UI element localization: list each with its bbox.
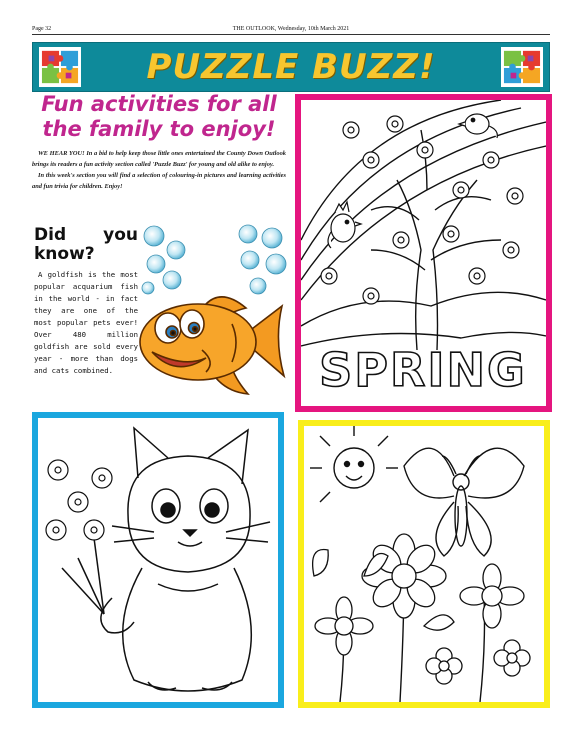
- puzzle-buzz-banner: [32, 42, 550, 92]
- intro-paragraph: In this week's section you will find a selection of colouring-in pictures and learning activities and fun trivia for children. Enjoy!: [32, 172, 286, 190]
- header-rule: [32, 34, 550, 35]
- heading-line: the family to enjoy!: [42, 117, 276, 141]
- puzzle-pieces-icon: [39, 47, 81, 87]
- intro-text: [32, 148, 286, 192]
- heading-word: know?: [34, 244, 95, 264]
- heading-word: you: [103, 225, 138, 245]
- kitten-drawing: [38, 418, 278, 702]
- heading-word: Did: [34, 225, 67, 245]
- goldfish-fact: [34, 269, 138, 377]
- section-heading: [32, 92, 286, 142]
- flowers-butterfly-colouring-page: [298, 420, 550, 708]
- spring-caption: SPRING: [319, 343, 527, 397]
- goldfish-illustration: [136, 288, 288, 398]
- intro-paragraph: WE HEAR YOU! In a bid to help keep those little ones entertained the County Down Outlook brings its readers a fun activity section called 'Puzzle Buzz' for young and old alike to enjoy.: [32, 150, 286, 168]
- flowers-butterfly-drawing: [304, 426, 544, 702]
- heading-line: Fun activities for all: [41, 92, 277, 116]
- page-number: Page 32: [32, 26, 52, 32]
- puzzle-pieces-icon: [501, 47, 543, 87]
- publication-line: THE OUTLOOK, Wednesday, 10th March 2021: [232, 26, 350, 32]
- fact-text: A goldfish is the most popular acquarium fish in the world - in fact they are one of the most popular pets ever! Over 480 million goldfish are sold every year - more than dogs and cats combined.: [34, 270, 138, 375]
- kitten-colouring-page: [32, 412, 284, 708]
- banner-title: PUZZLE BUZZ!: [146, 47, 436, 87]
- spring-lettering: [301, 340, 546, 400]
- spring-colouring-page: [295, 94, 552, 412]
